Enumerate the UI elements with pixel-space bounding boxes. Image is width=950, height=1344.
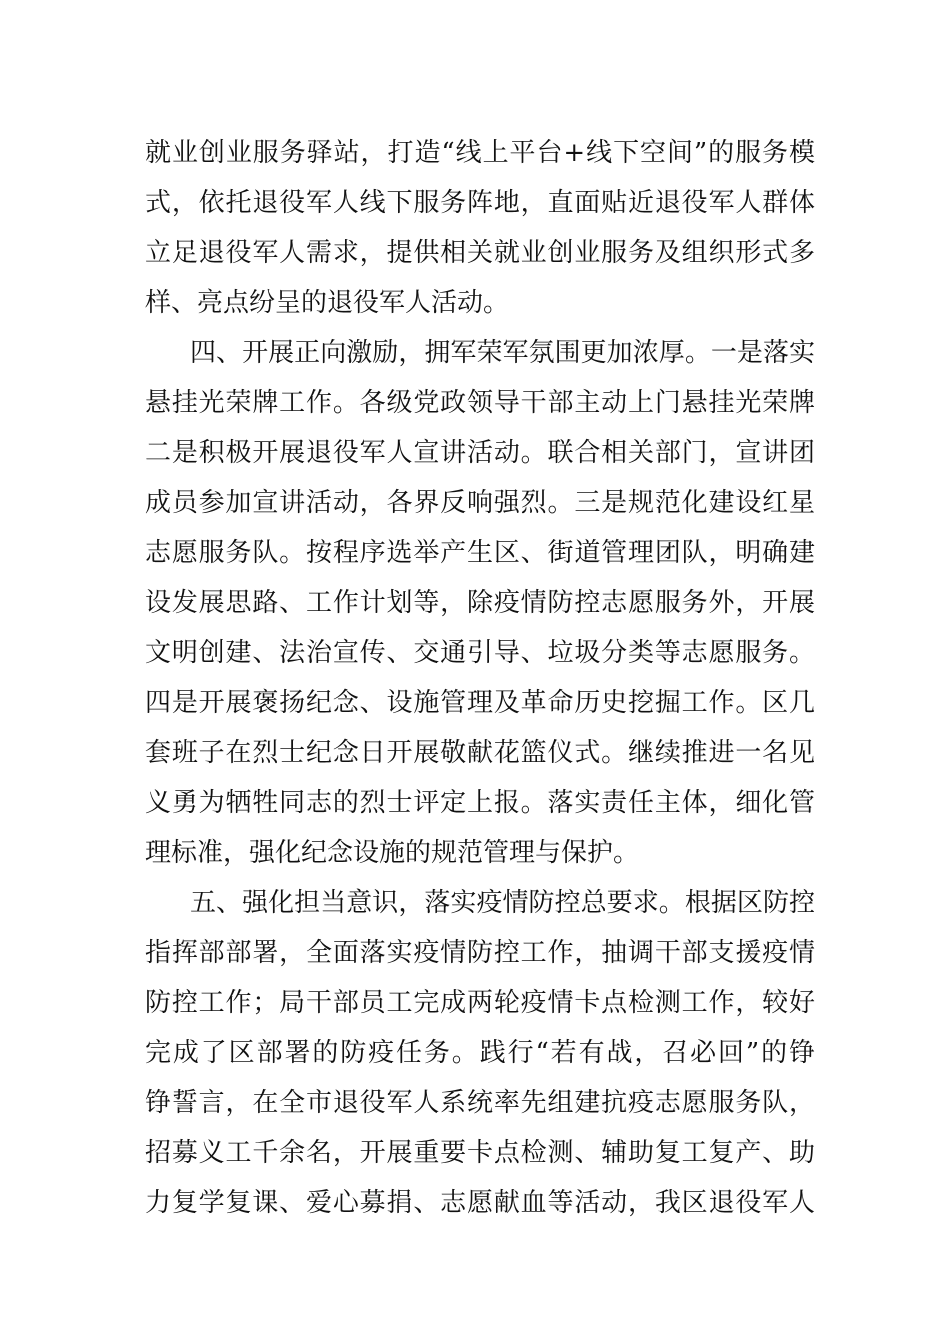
text-line-3: 立足退役军人需求，提供相关就业创业服务及组织形式多 bbox=[145, 238, 815, 268]
text-line-21: 招募义工千余名，开展重要卡点检测、辅助复工复产、助 bbox=[145, 1138, 815, 1168]
body-text bbox=[145, 128, 815, 1228]
text-line-18: 防控工作；局干部员工完成两轮疫情卡点检测工作，较好 bbox=[145, 988, 815, 1018]
text-line-7: 二是积极开展退役军人宣讲活动。联合相关部门，宣讲团 bbox=[145, 438, 815, 468]
text-line-20: 铮誓言，在全市退役军人系统率先组建抗疫志愿服务队， bbox=[145, 1088, 815, 1118]
text-line-14: 义勇为牺牲同志的烈士评定上报。落实责任主体，细化管 bbox=[145, 788, 815, 818]
text-line-22: 力复学复课、爱心募捐、志愿献血等活动，我区退役军人 bbox=[145, 1188, 815, 1218]
text-line-13: 套班子在烈士纪念日开展敬献花篮仪式。继续推进一名见 bbox=[145, 738, 815, 768]
text-line-11: 文明创建、法治宣传、交通引导、垃圾分类等志愿服务。 bbox=[145, 638, 815, 668]
text-line-12: 四是开展褒扬纪念、设施管理及革命历史挖掘工作。区几 bbox=[145, 688, 815, 718]
text-line-4: 样、亮点纷呈的退役军人活动。 bbox=[145, 288, 510, 318]
text-line-8: 成员参加宣讲活动，各界反响强烈。三是规范化建设红星 bbox=[145, 488, 815, 518]
text-line-10: 设发展思路、工作计划等，除疫情防控志愿服务外，开展 bbox=[145, 588, 815, 618]
text-line-2: 式，依托退役军人线下服务阵地，直面贴近退役军人群体 bbox=[145, 188, 815, 218]
text-line-16: 五、强化担当意识，落实疫情防控总要求。根据区防控 bbox=[190, 888, 815, 918]
text-line-6: 悬挂光荣牌工作。各级党政领导干部主动上门悬挂光荣牌 bbox=[145, 388, 815, 418]
text-line-5: 四、开展正向激励，拥军荣军氛围更加浓厚。一是落实 bbox=[190, 338, 815, 368]
text-line-19: 完成了区部署的防疫任务。践行“若有战，召必回”的铮 bbox=[145, 1038, 815, 1068]
text-line-9: 志愿服务队。按程序选举产生区、街道管理团队，明确建 bbox=[145, 538, 815, 568]
text-line-15: 理标准，强化纪念设施的规范管理与保护。 bbox=[145, 838, 640, 868]
text-line-1: 就业创业服务驿站，打造“线上平台+线下空间”的服务模 bbox=[145, 138, 815, 168]
text-line-17: 指挥部部署，全面落实疫情防控工作，抽调干部支援疫情 bbox=[145, 938, 815, 968]
